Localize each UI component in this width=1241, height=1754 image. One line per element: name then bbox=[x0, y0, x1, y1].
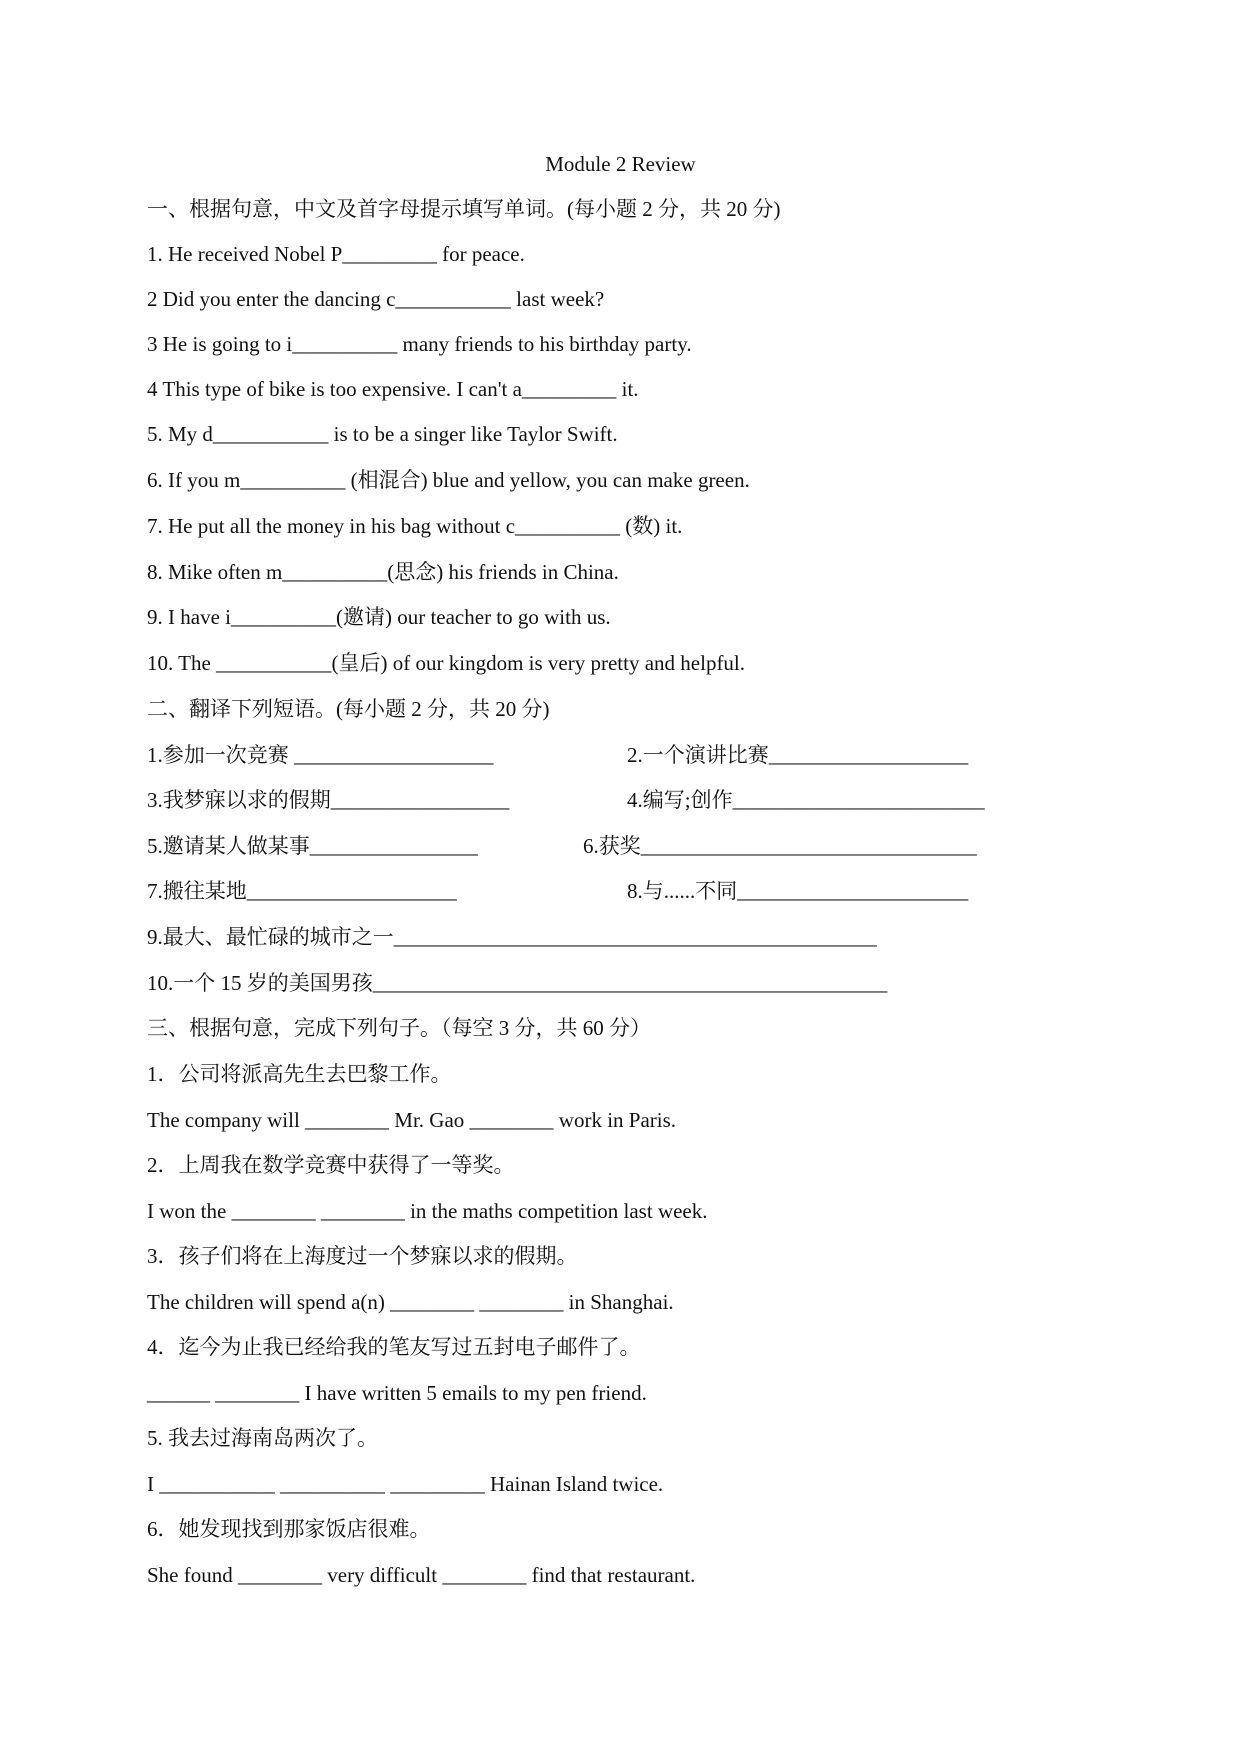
s3-item-3-cn: 3．孩子们将在上海度过一个梦寐以求的假期。 bbox=[147, 1244, 578, 1268]
s1-item-8: 8. Mike often m__________(思念) his friends in China. bbox=[147, 560, 619, 584]
section3-heading: 三、根据句意，完成下列句子。（每空 3 分，共 60 分） bbox=[147, 1016, 651, 1040]
s2-phrase-5: 5.邀请某人做某事________________ bbox=[147, 834, 478, 858]
s3-item-3-en: The children will spend a(n) ________ ________ in Shanghai. bbox=[147, 1290, 674, 1314]
s3-item-5-en: I ___________ __________ _________ Hainan Island twice. bbox=[147, 1472, 664, 1496]
s1-item-5: 5. My d___________ is to be a singer like Taylor Swift. bbox=[147, 422, 618, 446]
s3-item-2-cn: 2．上周我在数学竞赛中获得了一等奖。 bbox=[147, 1153, 515, 1177]
s3-item-2-en: I won the ________ ________ in the maths competition last week. bbox=[147, 1199, 708, 1223]
s2-phrase-2: 2.一个演讲比赛___________________ bbox=[627, 743, 969, 767]
s2-phrase-1: 1.参加一次竞赛 ___________________ bbox=[147, 743, 494, 767]
section1-heading: 一、根据句意，中文及首字母提示填写单词。(每小题 2 分，共 20 分) bbox=[147, 197, 781, 221]
s2-phrase-9: 9.最大、最忙碌的城市之一______________________________________________ bbox=[147, 925, 877, 949]
s1-item-9: 9. I have i__________(邀请) our teacher to go with us. bbox=[147, 605, 611, 629]
s2-phrase-10: 10.一个 15 岁的美国男孩_________________________________________________ bbox=[147, 971, 888, 995]
s3-item-1-cn: 1．公司将派高先生去巴黎工作。 bbox=[147, 1062, 452, 1086]
s2-phrase-7: 7.搬往某地____________________ bbox=[147, 879, 457, 903]
s1-item-10: 10. The ___________(皇后) of our kingdom is very pretty and helpful. bbox=[147, 651, 746, 675]
s1-item-6: 6. If you m__________ (相混合) blue and yellow, you can make green. bbox=[147, 468, 750, 492]
s2-phrase-8: 8.与......不同______________________ bbox=[627, 879, 969, 903]
section2-heading: 二、翻译下列短语。(每小题 2 分，共 20 分) bbox=[147, 697, 550, 721]
s3-item-4-en: ______ ________ I have written 5 emails to my pen friend. bbox=[147, 1381, 647, 1405]
s3-item-6-cn: 6．她发现找到那家饭店很难。 bbox=[147, 1517, 431, 1541]
s3-item-1-en: The company will ________ Mr. Gao ________ work in Paris. bbox=[147, 1108, 677, 1132]
s2-phrase-6: 6.获奖________________________________ bbox=[583, 834, 977, 858]
s3-item-5-cn: 5. 我去过海南岛两次了。 bbox=[147, 1426, 378, 1450]
s1-item-7: 7. He put all the money in his bag without c__________ (数) it. bbox=[147, 514, 683, 538]
s3-item-4-cn: 4．迄今为止我已经给我的笔友写过五封电子邮件了。 bbox=[147, 1335, 641, 1359]
s1-item-3: 3 He is going to i__________ many friends to his birthday party. bbox=[147, 332, 692, 356]
s1-item-4: 4 This type of bike is too expensive. I can't a_________ it. bbox=[147, 377, 639, 401]
page-title: Module 2 Review bbox=[545, 152, 696, 176]
s2-phrase-4: 4.编写;创作________________________ bbox=[627, 788, 985, 812]
s1-item-1: 1. He received Nobel P_________ for peace. bbox=[147, 242, 525, 266]
s1-item-2: 2 Did you enter the dancing c___________ last week? bbox=[147, 287, 605, 311]
s3-item-6-en: She found ________ very difficult ________ find that restaurant. bbox=[147, 1563, 696, 1587]
s2-phrase-3: 3.我梦寐以求的假期_________________ bbox=[147, 788, 510, 812]
